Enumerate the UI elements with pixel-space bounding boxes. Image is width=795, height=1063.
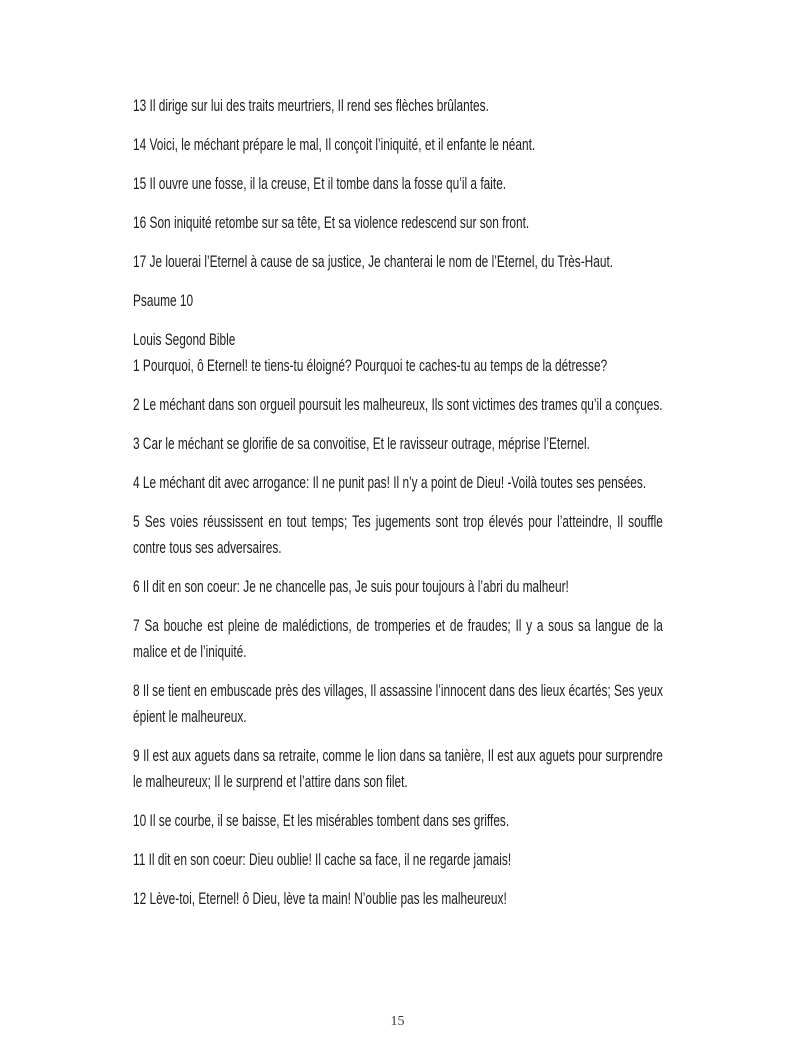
verse-psalm10-3: 3 Car le méchant se glorifie de sa convoitise, Et le ravisseur outrage, méprise l’Eternel. [133,435,590,453]
verse-psalm10-2: 2 Le méchant dans son orgueil poursuit les malheureux, Ils sont victimes des trames qu’il a conçues. [133,396,663,414]
verse-psalm10-1: 1 Pourquoi, ô Eternel! te tiens-tu éloigné? Pourquoi te caches-tu au temps de la détresse? [133,357,608,375]
psalm-10-heading: Psaume 10 [133,292,194,310]
verse-psalm10-4: 4 Le méchant dit avec arrogance: Il ne punit pas! Il n’y a point de Dieu! -Voilà toutes ses pensées. [133,474,647,492]
verse-psalm10-6: 6 Il dit en son coeur: Je ne chancelle pas, Je suis pour toujours à l’abri du malheur! [133,578,569,596]
page-number: 15 [390,1014,405,1029]
translation-label: Louis Segond Bible [133,331,236,349]
verse-psalm10-10: 10 Il se courbe, il se baisse, Et les misérables tombent dans ses griffes. [133,812,510,830]
text-column [133,93,663,925]
verse-psalm10-8: 8 Il se tient en embuscade près des villages, Il assassine l’innocent dans des lieux écartés; Ses yeux épient le malheureux. [133,682,663,726]
verse-psalm9-14: 14 Voici, le méchant prépare le mal, Il conçoit l’iniquité, et il enfante le néant. [133,136,536,154]
verse-psalm9-15: 15 Il ouvre une fosse, il la creuse, Et il tombe dans la fosse qu’il a faite. [133,175,507,193]
verse-psalm10-12: 12 Lève-toi, Eternel! ô Dieu, lève ta main! N’oublie pas les malheureux! [133,890,507,908]
verse-psalm9-17: 17 Je louerai l’Eternel à cause de sa justice, Je chanterai le nom de l’Eternel, du Très-Haut. [133,253,614,271]
verse-psalm10-9: 9 Il est aux aguets dans sa retraite, comme le lion dans sa tanière, Il est aux aguets pour surprendre le malheureux; Il le surprend et l’attire dans son filet. [133,747,663,791]
verse-psalm9-13: 13 Il dirige sur lui des traits meurtriers, Il rend ses flèches brûlantes. [133,97,489,115]
verse-psalm10-7: 7 Sa bouche est pleine de malédictions, de tromperies et de fraudes; Il y a sous sa langue de la malice et de l’iniquité. [133,617,663,661]
verse-psalm10-11: 11 Il dit en son coeur: Dieu oublie! Il cache sa face, il ne regarde jamais! [133,851,512,869]
verse-psalm9-16: 16 Son iniquité retombe sur sa tête, Et sa violence redescend sur son front. [133,214,530,232]
verse-psalm10-5: 5 Ses voies réussissent en tout temps; Tes jugements sont trop élevés pour l’atteindre, Il souffle contre tous ses adversaires. [133,513,663,557]
